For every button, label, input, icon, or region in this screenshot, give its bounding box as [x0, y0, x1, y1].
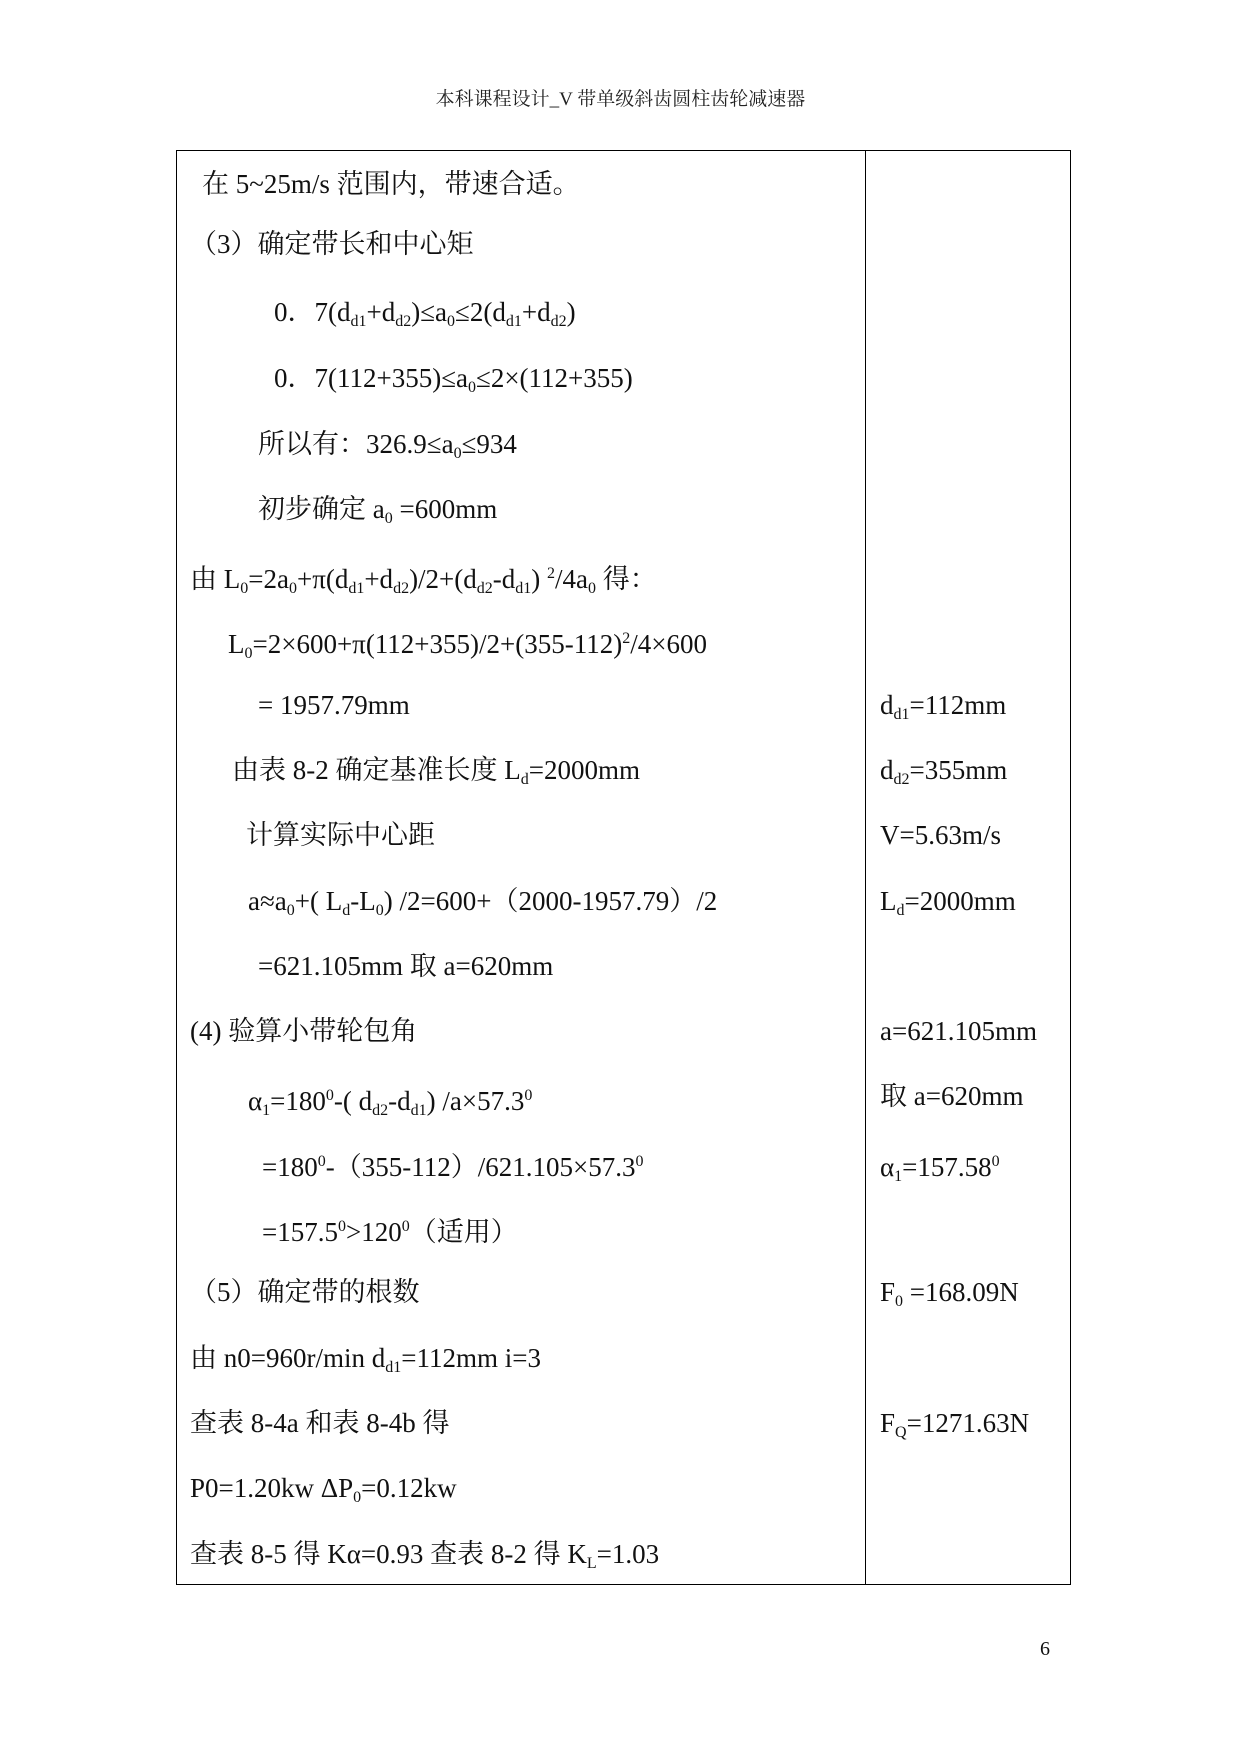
column-divider — [865, 150, 866, 1585]
left-line-21 — [190, 1471, 457, 1515]
subscript: 0 — [353, 1489, 362, 1506]
page-number: 6 — [1040, 1638, 1050, 1660]
text-segment: 初步确定 a — [258, 494, 385, 524]
subscript: d1 — [350, 313, 367, 330]
text-segment: 查表 8-5 得 Kα=0.93 查表 8-2 得 K — [190, 1539, 587, 1569]
text-segment: +d — [521, 297, 551, 327]
superscript: 0 — [325, 1087, 334, 1104]
text-segment: 0．7(d — [274, 297, 351, 327]
text-segment: =0.12kw — [361, 1473, 457, 1503]
left-line-22 — [190, 1537, 659, 1581]
text-segment: -( d — [333, 1086, 373, 1116]
text-segment: =2000mm — [528, 755, 640, 785]
left-line-14 — [190, 1014, 417, 1048]
text-segment: =2×600+π(112+355)/2+(355-112) — [252, 629, 623, 659]
superscript: 0 — [524, 1087, 533, 1104]
right-line-8 — [880, 1275, 1019, 1319]
text-segment: =1271.63N — [906, 1408, 1030, 1438]
text-segment: 由 n0=960r/min d — [190, 1343, 386, 1373]
left-line-19 — [190, 1341, 541, 1385]
text-segment: 在 5~25m/s 范围内，带速合适。 — [202, 169, 580, 199]
right-line-4 — [880, 884, 1016, 928]
text-segment: =157.5 — [262, 1217, 338, 1247]
text-segment: 查表 8-4a 和表 8-4b 得 — [190, 1408, 450, 1438]
left-line-18 — [190, 1275, 420, 1309]
text-segment: =1.03 — [596, 1539, 660, 1569]
subscript: 0 — [244, 645, 253, 662]
right-line-3 — [880, 818, 1001, 852]
text-segment: 由表 8-2 确定基准长度 L — [232, 755, 521, 785]
text-segment: = 1957.79mm — [258, 690, 410, 720]
text-segment: d — [880, 690, 894, 720]
text-segment: =355mm — [909, 755, 1008, 785]
text-segment: 0．7(112+355)≤a — [274, 363, 469, 393]
subscript: d2 — [893, 771, 910, 788]
superscript: 2 — [547, 565, 556, 582]
text-segment: L — [228, 629, 245, 659]
right-line-5 — [880, 1014, 1037, 1048]
text-segment: 计算实际中心距 — [246, 820, 435, 850]
right-line-7 — [880, 1145, 1000, 1194]
text-segment: =2a — [248, 564, 289, 594]
superscript: 0 — [317, 1153, 326, 1170]
text-segment: 所以有：326.9≤a — [258, 429, 454, 459]
text-segment: a=621.105mm — [880, 1016, 1037, 1046]
subscript: d1 — [385, 1359, 402, 1376]
left-line-16 — [262, 1145, 643, 1184]
text-segment: ≤2(d — [455, 297, 506, 327]
left-line-15 — [248, 1079, 532, 1128]
text-segment: F — [880, 1277, 896, 1307]
subscript: 0 — [375, 902, 384, 919]
text-segment: 取 a=620mm — [880, 1081, 1024, 1111]
text-segment: =2000mm — [904, 886, 1016, 916]
text-segment: +( L — [294, 886, 343, 916]
left-line-9 — [258, 688, 410, 722]
subscript: Q — [895, 1424, 907, 1441]
left-line-20 — [190, 1406, 449, 1440]
superscript: 0 — [635, 1153, 644, 1170]
text-segment: 得： — [596, 564, 657, 594]
subscript: d2 — [476, 580, 493, 597]
right-line-2 — [880, 753, 1007, 797]
subscript: L — [586, 1555, 597, 1572]
subscript: 0 — [288, 580, 297, 597]
text-segment: P0=1.20kw ΔP — [190, 1473, 354, 1503]
superscript: 0 — [991, 1153, 1000, 1170]
subscript: 0 — [588, 580, 597, 597]
subscript: d2 — [393, 580, 410, 597]
left-line-5 — [258, 427, 517, 471]
text-segment: ≤934 — [461, 429, 517, 459]
text-segment: -（355-112）/621.105×57.3 — [325, 1152, 636, 1182]
text-segment: =180 — [270, 1086, 326, 1116]
subscript: d1 — [515, 580, 532, 597]
text-segment: d — [880, 755, 894, 785]
text-segment: -d — [388, 1086, 411, 1116]
superscript: 0 — [337, 1218, 346, 1235]
left-line-11 — [246, 818, 435, 852]
text-segment: /4a — [555, 564, 589, 594]
left-line-4 — [274, 361, 633, 405]
left-line-12 — [248, 884, 717, 928]
text-segment: ) /a×57.3 — [426, 1086, 525, 1116]
right-line-9 — [880, 1406, 1029, 1450]
subscript: d1 — [410, 1102, 427, 1119]
subscript: d — [520, 771, 529, 788]
subscript: 0 — [384, 510, 393, 527]
subscript: d2 — [395, 313, 412, 330]
subscript: d2 — [372, 1102, 389, 1119]
text-segment: α — [248, 1086, 263, 1116]
left-line-3 — [274, 295, 576, 339]
text-segment: ) — [531, 564, 548, 594]
superscript: 0 — [401, 1218, 410, 1235]
subscript: 0 — [447, 313, 456, 330]
page-header: 本科课程设计_V 带单级斜齿圆柱齿轮减速器 — [435, 89, 806, 110]
left-line-1 — [202, 167, 580, 201]
subscript: d1 — [348, 580, 365, 597]
left-line-6 — [258, 492, 497, 536]
text-segment: 由 L — [190, 564, 241, 594]
text-segment: /4×600 — [630, 629, 707, 659]
right-line-1 — [880, 688, 1006, 732]
text-segment: =112mm i=3 — [401, 1343, 541, 1373]
text-segment: a≈a — [248, 886, 287, 916]
text-segment: +π(d — [296, 564, 349, 594]
text-segment: +d — [366, 297, 396, 327]
text-segment: +d — [364, 564, 394, 594]
text-segment: α — [880, 1152, 895, 1182]
text-segment: )/2+(d — [409, 564, 477, 594]
text-segment: =112mm — [909, 690, 1007, 720]
text-segment: （5）确定带的根数 — [190, 1277, 420, 1307]
left-line-8 — [228, 622, 707, 671]
subscript: 1 — [262, 1102, 271, 1119]
left-line-13 — [258, 949, 553, 983]
text-segment: =168.09N — [903, 1277, 1019, 1307]
text-segment: ≤2×(112+355) — [476, 363, 633, 393]
text-segment: =180 — [262, 1152, 318, 1182]
text-segment: -L — [350, 886, 376, 916]
subscript: d1 — [505, 313, 522, 330]
text-segment: （3）确定带长和中心矩 — [190, 229, 474, 259]
left-line-2 — [190, 227, 474, 261]
text-segment: F — [880, 1408, 896, 1438]
text-segment: (4) 验算小带轮包角 — [190, 1016, 418, 1046]
right-line-6 — [880, 1079, 1023, 1113]
superscript: 2 — [622, 630, 631, 647]
text-segment: ) /2=600+（2000-1957.79）/2 — [383, 886, 718, 916]
text-segment: =600mm — [392, 494, 498, 524]
subscript: d1 — [893, 706, 910, 723]
text-segment: L — [880, 886, 897, 916]
subscript: 0 — [286, 902, 295, 919]
text-segment: =157.58 — [902, 1152, 992, 1182]
subscript: d2 — [550, 313, 567, 330]
text-segment: >120 — [345, 1217, 402, 1247]
subscript: 1 — [894, 1168, 903, 1185]
subscript: 0 — [453, 445, 462, 462]
subscript: 0 — [895, 1293, 904, 1310]
text-segment: )≤a — [411, 297, 448, 327]
subscript: d — [896, 902, 905, 919]
text-segment: V=5.63m/s — [880, 820, 1001, 850]
left-line-17 — [262, 1210, 518, 1249]
left-line-10 — [232, 753, 640, 797]
text-segment: （适用） — [409, 1217, 518, 1247]
subscript: 0 — [468, 379, 477, 396]
left-line-7 — [190, 557, 657, 606]
subscript: d — [342, 902, 351, 919]
text-segment: =621.105mm 取 a=620mm — [258, 951, 554, 981]
text-segment: ) — [566, 297, 576, 327]
text-segment: -d — [492, 564, 516, 594]
subscript: 0 — [240, 580, 249, 597]
